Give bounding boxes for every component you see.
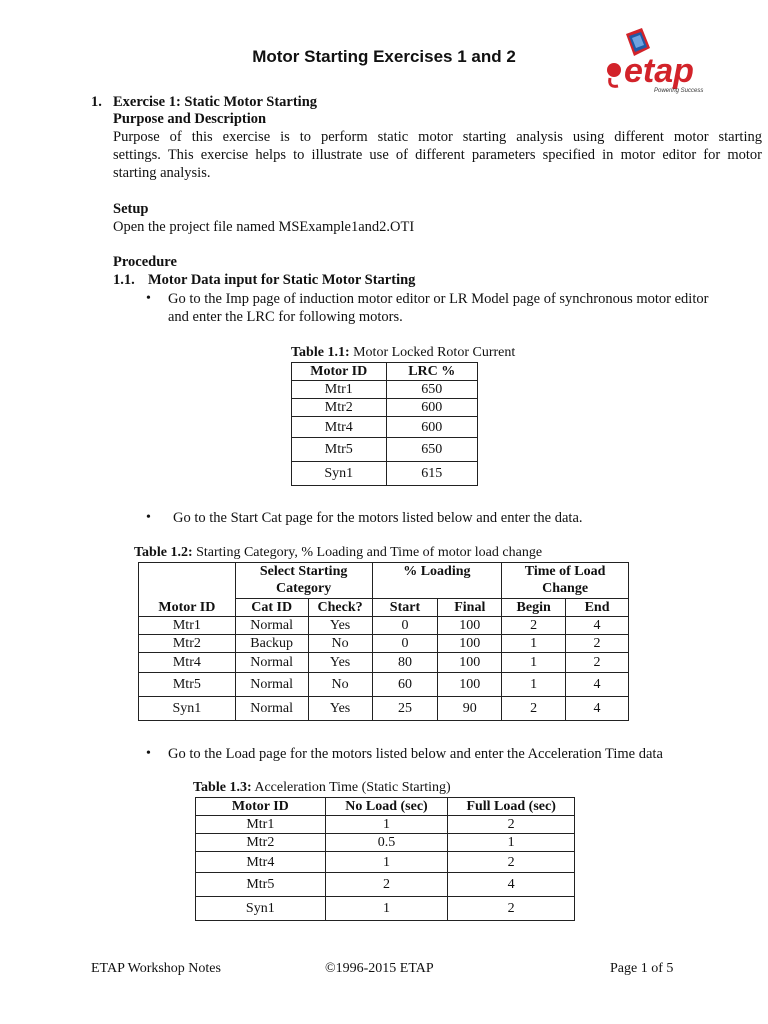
table-row bbox=[196, 834, 575, 852]
table-cell: 4 bbox=[566, 673, 629, 697]
table-cell: 615 bbox=[386, 462, 477, 486]
table-cell: 600 bbox=[386, 417, 477, 438]
table-cell: Mtr1 bbox=[196, 816, 326, 834]
table-cell: 80 bbox=[372, 653, 438, 673]
table2-caption-label: Table 1.2: bbox=[134, 545, 193, 560]
table-cell: 2 bbox=[502, 617, 566, 635]
table-cell: Normal bbox=[235, 653, 308, 673]
table-row bbox=[139, 653, 629, 673]
table-row bbox=[139, 673, 629, 697]
table-cell: 100 bbox=[438, 653, 502, 673]
table-cell: 0 bbox=[372, 617, 438, 635]
table2-group-header: Time of Load Change bbox=[502, 563, 629, 599]
setup-text: Open the project file named MSExample1and2.OTI bbox=[113, 219, 415, 235]
bullet3-text: Go to the Load page for the motors listed below and enter the Acceleration Time data bbox=[168, 746, 663, 762]
table1-caption-text: Motor Locked Rotor Current bbox=[349, 345, 516, 360]
table3-header-cell: Motor ID bbox=[196, 798, 326, 816]
table-cell: 0 bbox=[372, 635, 438, 653]
subsection-number: 1.1. bbox=[113, 272, 135, 288]
table3-caption-text: Acceleration Time (Static Starting) bbox=[251, 780, 451, 795]
table-cell: Yes bbox=[308, 697, 372, 721]
table-cell: 1 bbox=[502, 653, 566, 673]
table-cell: Mtr5 bbox=[139, 673, 236, 697]
table-cell: 2 bbox=[448, 897, 575, 921]
bullet1-line-2: and enter the LRC for following motors. bbox=[168, 309, 403, 325]
bullet-icon: • bbox=[146, 291, 151, 306]
table-row bbox=[196, 897, 575, 921]
table-cell: 650 bbox=[386, 381, 477, 399]
table-cell: 2 bbox=[325, 873, 448, 897]
table-cell: Normal bbox=[235, 673, 308, 697]
table-cell: 600 bbox=[386, 399, 477, 417]
table-cell: Normal bbox=[235, 697, 308, 721]
table1-caption bbox=[291, 345, 515, 361]
table-cell: 2 bbox=[448, 852, 575, 873]
table-cell: Mtr4 bbox=[292, 417, 387, 438]
logo-dot-icon bbox=[607, 63, 621, 77]
table1-header-cell: Motor ID bbox=[292, 363, 387, 381]
table-row bbox=[292, 462, 478, 486]
section-heading: Exercise 1: Static Motor Starting bbox=[113, 94, 318, 110]
table-cell: 100 bbox=[438, 617, 502, 635]
footer-left: ETAP Workshop Notes bbox=[91, 961, 221, 976]
section-number: 1. bbox=[91, 94, 102, 110]
table-cell: Syn1 bbox=[196, 897, 326, 921]
table2-group-header: Select Starting Category bbox=[235, 563, 372, 599]
table-cell: Mtr4 bbox=[196, 852, 326, 873]
table-cell: Syn1 bbox=[292, 462, 387, 486]
table-cell: 2 bbox=[502, 697, 566, 721]
table2-header-cell: Check? bbox=[308, 599, 372, 617]
table-cell: 4 bbox=[448, 873, 575, 897]
table-row bbox=[196, 816, 575, 834]
table-motor-lrc bbox=[291, 362, 478, 486]
table-cell: Mtr5 bbox=[196, 873, 326, 897]
table-cell: 60 bbox=[372, 673, 438, 697]
table1-caption-label: Table 1.1: bbox=[291, 345, 350, 360]
purpose-line-2: settings. This exercise helps to illustrate use of different parameters specified in motor editor for motor bbox=[113, 147, 762, 163]
footer-center: ©1996-2015 ETAP bbox=[325, 961, 434, 976]
purpose-line-3: starting analysis. bbox=[113, 165, 211, 181]
table-cell: Backup bbox=[235, 635, 308, 653]
table2-header-cell: Motor ID bbox=[139, 563, 236, 617]
table-cell: Yes bbox=[308, 617, 372, 635]
table-cell: 100 bbox=[438, 635, 502, 653]
table2-caption bbox=[134, 545, 542, 561]
logo-tagline: Powering Success bbox=[654, 88, 704, 94]
table2-header-cell: End bbox=[566, 599, 629, 617]
table-row bbox=[196, 873, 575, 897]
table-cell: Mtr2 bbox=[292, 399, 387, 417]
table-acceleration-time bbox=[195, 797, 575, 921]
table-cell: No bbox=[308, 673, 372, 697]
table-cell: 1 bbox=[448, 834, 575, 852]
bullet2-text: Go to the Start Cat page for the motors listed below and enter the data. bbox=[173, 510, 583, 526]
table3-caption bbox=[193, 780, 451, 796]
table-cell: Yes bbox=[308, 653, 372, 673]
table-cell: 2 bbox=[566, 653, 629, 673]
table-cell: 4 bbox=[566, 617, 629, 635]
purpose-line-1: Purpose of this exercise is to perform static motor starting analysis using different motor starting bbox=[113, 129, 762, 145]
table1-header-cell: LRC % bbox=[386, 363, 477, 381]
purpose-heading: Purpose and Description bbox=[113, 111, 267, 127]
table2-header-cell: Start bbox=[372, 599, 438, 617]
table2-header-cell: Final bbox=[438, 599, 502, 617]
table-cell: 650 bbox=[386, 438, 477, 462]
table-cell: Mtr1 bbox=[139, 617, 236, 635]
table-cell: No bbox=[308, 635, 372, 653]
document-title: Motor Starting Exercises 1 and 2 bbox=[252, 47, 516, 66]
table-cell: 90 bbox=[438, 697, 502, 721]
table2-caption-text: Starting Category, % Loading and Time of motor load change bbox=[192, 545, 543, 560]
table3-caption-label: Table 1.3: bbox=[193, 780, 252, 795]
footer-page-number: Page 1 of 5 bbox=[610, 961, 674, 976]
table-cell: 1 bbox=[502, 673, 566, 697]
table-cell: 100 bbox=[438, 673, 502, 697]
table-cell: 4 bbox=[566, 697, 629, 721]
table-cell: Mtr5 bbox=[292, 438, 387, 462]
table-cell: Normal bbox=[235, 617, 308, 635]
table-cell: 1 bbox=[325, 852, 448, 873]
table-cell: 2 bbox=[448, 816, 575, 834]
table2-header-cell: Begin bbox=[502, 599, 566, 617]
table-starting-category bbox=[138, 562, 629, 721]
table-cell: Mtr4 bbox=[139, 653, 236, 673]
setup-heading: Setup bbox=[113, 201, 149, 217]
table-cell: 2 bbox=[566, 635, 629, 653]
bullet-icon: • bbox=[146, 510, 151, 525]
table-cell: Mtr2 bbox=[139, 635, 236, 653]
table3-header-cell: Full Load (sec) bbox=[448, 798, 575, 816]
table2-group-header: % Loading bbox=[372, 563, 502, 599]
bullet-icon: • bbox=[146, 746, 151, 761]
table-cell: 1 bbox=[502, 635, 566, 653]
table-cell: 25 bbox=[372, 697, 438, 721]
table-cell: 1 bbox=[325, 897, 448, 921]
etap-logo-icon bbox=[596, 26, 746, 96]
table3-header-cell: No Load (sec) bbox=[325, 798, 448, 816]
table-row bbox=[196, 852, 575, 873]
subsection-heading: Motor Data input for Static Motor Starting bbox=[148, 272, 416, 288]
table-cell: Mtr2 bbox=[196, 834, 326, 852]
table-cell: 0.5 bbox=[325, 834, 448, 852]
table-cell: 1 bbox=[325, 816, 448, 834]
logo-wordmark: etap bbox=[624, 52, 694, 90]
table-cell: Mtr1 bbox=[292, 381, 387, 399]
table-row bbox=[139, 635, 629, 653]
table-row bbox=[139, 617, 629, 635]
table-row bbox=[292, 417, 478, 438]
table-row bbox=[292, 399, 478, 417]
table-row bbox=[292, 381, 478, 399]
table-row bbox=[292, 438, 478, 462]
table2-header-cell: Cat ID bbox=[235, 599, 308, 617]
table-cell: Syn1 bbox=[139, 697, 236, 721]
table-row bbox=[139, 697, 629, 721]
procedure-heading: Procedure bbox=[113, 254, 177, 270]
bullet1-line-1: Go to the Imp page of induction motor editor or LR Model page of synchronous motor editor bbox=[168, 291, 709, 307]
